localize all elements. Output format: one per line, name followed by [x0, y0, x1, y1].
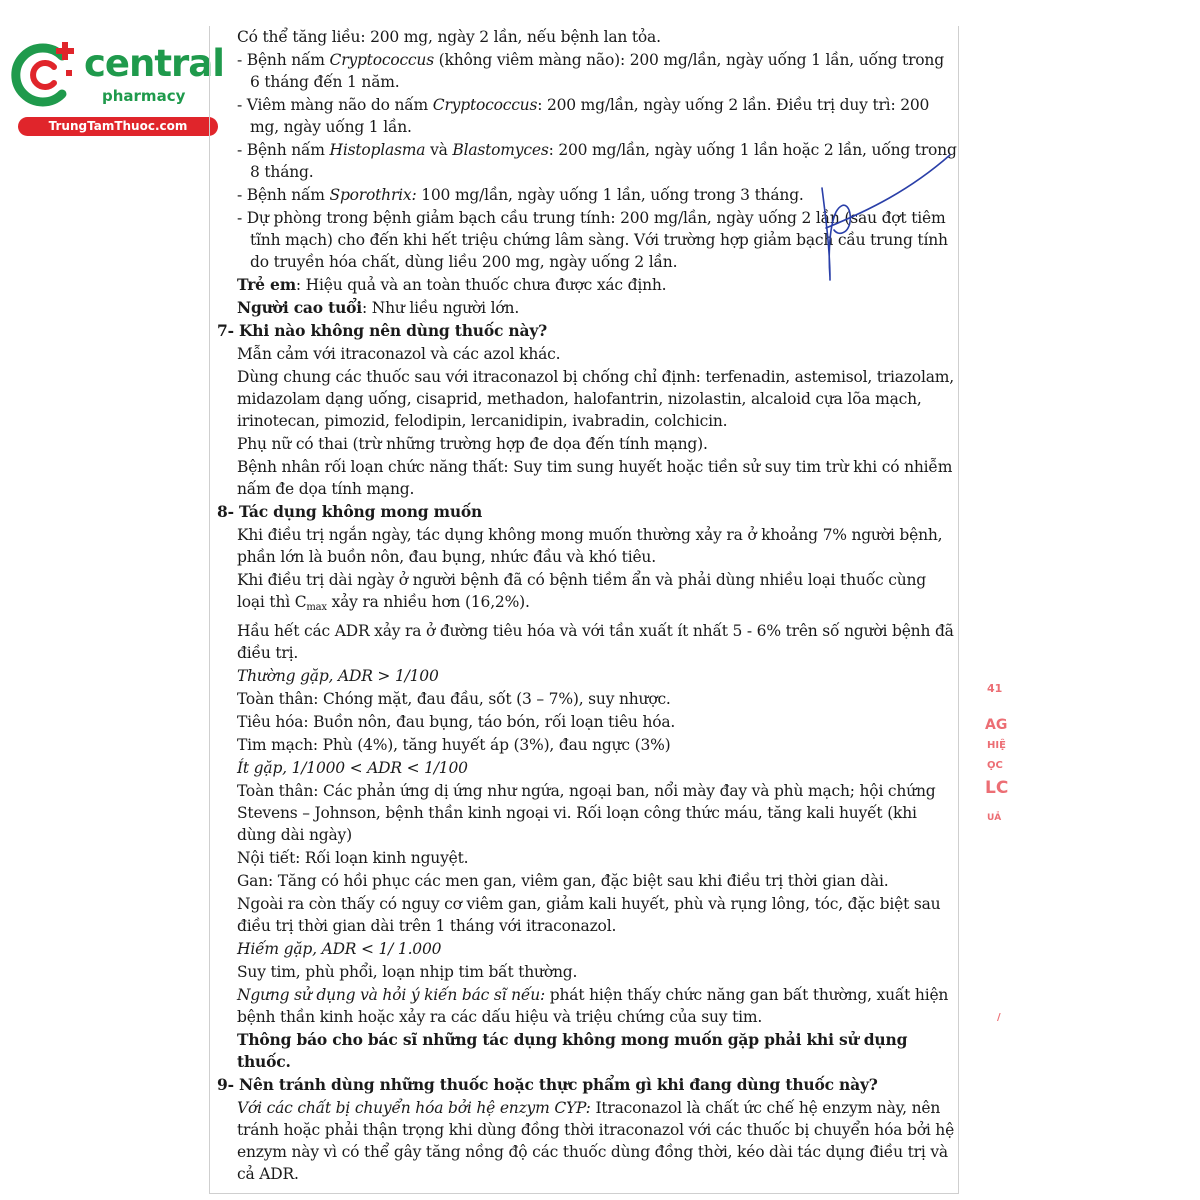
adr-rare-cardiac: Suy tim, phù phổi, loạn nhịp tim bất thường. — [237, 963, 578, 981]
adr-common-general: Toàn thân: Chóng mặt, đau đầu, sốt (3 – 7%), suy nhược. — [237, 690, 671, 708]
adr-notify-doctor: Thông báo cho bác sĩ những tác dụng không mong muốn gặp phải khi sử dụng thuốc. — [237, 1030, 908, 1071]
dosage-elderly: Người cao tuổi: Như liều người lớn. — [237, 298, 520, 317]
contraindication-hypersensitivity: Mẫn cảm với itraconazol và các azol khác. — [237, 345, 561, 363]
adr-rare-heading: Hiếm gặp, ADR < 1/ 1.000 — [237, 940, 442, 958]
dosage-item-cryptococcus: - Bệnh nấm Cryptococcus (không viêm màng não): 200 mg/lần, ngày uống 1 lần, uống trong 6 tháng đến 1 năm. — [237, 51, 944, 91]
dosage-item-histoplasma: - Bệnh nấm Histoplasma và Blastomyces: 200 mg/lần, ngày uống 1 lần hoặc 2 lần, uống trong 8 tháng. — [237, 141, 957, 181]
contraindication-heart: Bệnh nhân rối loạn chức năng thất: Suy tim sung huyết hoặc tiền sử suy tim trừ khi có nhiễm nấm đe dọa tính mạng. — [237, 458, 953, 498]
dosage-children: Trẻ em: Hiệu quả và an toàn thuốc chưa được xác định. — [237, 275, 667, 294]
adr-common-cardio: Tim mạch: Phù (4%), tăng huyết áp (3%), đau ngực (3%) — [237, 736, 671, 754]
dosage-item-meningitis: - Viêm màng não do nấm Cryptococcus: 200 mg/lần, ngày uống 2 lần. Điều trị duy trì: 200 mg, ngày uống 1 lần. — [237, 96, 930, 136]
logo-url-badge: TrungTamThuoc.com — [18, 117, 218, 136]
leaflet-text — [217, 26, 957, 1185]
adr-uncommon-heading: Ít gặp, 1/1000 < ADR < 1/100 — [237, 759, 468, 777]
adr-common-heading: Thường gặp, ADR > 1/100 — [237, 667, 439, 685]
section-7-heading: 7- Khi nào không nên dùng thuốc này? — [217, 321, 548, 340]
section-9-heading: 9- Nên tránh dùng những thuốc hoặc thực phẩm gì khi đang dùng thuốc này? — [217, 1075, 878, 1094]
central-pharmacy-logo — [10, 38, 224, 138]
dosage-item-sporothrix: - Bệnh nấm Sporothrix: 100 mg/lần, ngày uống 1 lần, uống trong 3 tháng. — [237, 186, 804, 204]
adr-uncommon-endocrine: Nội tiết: Rối loạn kinh nguyệt. — [237, 849, 469, 867]
adr-uncommon-general: Toàn thân: Các phản ứng dị ứng như ngứa, ngoại ban, nổi mày đay và phù mạch; hội chứng Stevens – Johnson, bệnh thần kinh ngoại vi. Rối loạn công thức máu, tăng kali huyết (khi dùng dài ngày) — [237, 782, 936, 844]
adr-uncommon-liver: Gan: Tăng có hồi phục các men gan, viêm gan, đặc biệt sau khi điều trị thời gian dài. — [237, 872, 889, 890]
adr-common-digestive: Tiêu hóa: Buồn nôn, đau bụng, táo bón, rối loạn tiêu hóa. — [237, 713, 676, 731]
contraindication-pregnancy: Phụ nữ có thai (trừ những trường hợp đe dọa đến tính mạng). — [237, 435, 708, 453]
dosage-item-prophylaxis: - Dự phòng trong bệnh giảm bạch cầu trung tính: 200 mg/lần, ngày uống 2 lần (sau đợt tiêm tĩnh mạch) cho đến khi hết triệu chứng lâm sàng. Với trường hợp giảm bạch cầu trung tính do truyền hóa chất, dùng liều 200 mg, ngày uống 2 lần. — [237, 209, 948, 271]
red-stamp-fragment: 41 AG HIỆ ỌC LC UẢ / — [985, 682, 1009, 1023]
section-8-heading: 8- Tác dụng không mong muốn — [217, 502, 483, 521]
logo-subtitle: pharmacy — [102, 87, 186, 105]
adr-uncommon-other: Ngoài ra còn thấy có nguy cơ viêm gan, giảm kali huyết, phù và rụng lông, tóc, đặc biệt sau điều trị thời gian dài trên 1 tháng với itraconazol. — [237, 895, 941, 935]
central-pharmacy-logo-icon — [10, 40, 80, 110]
adr-long-term: Khi điều trị dài ngày ở người bệnh đã có bệnh tiềm ẩn và phải dùng nhiều loại thuốc cùng loại thì $C_{max}$ xảy ra nhiều hơn (16,2%). — [237, 571, 927, 613]
interaction-cyp: Với các chất bị chuyển hóa bởi hệ enzym CYP: Itraconazol là chất ức chế hệ enzym này, nên tránh hoặc phải thận trọng khi dùng đồng thời itraconazol với các thuốc bị chuyển hóa bởi hệ enzym này vì có thể gây tăng nồng độ các thuốc dùng đồng thời, kéo dài tác dụng điều trị và cả ADR. — [237, 1099, 955, 1183]
adr-gi-frequency: Hầu hết các ADR xảy ra ở đường tiêu hóa và với tần xuất ít nhất 5 - 6% trên số người bệnh đã điều trị. — [237, 622, 954, 662]
contraindication-drugs: Dùng chung các thuốc sau với itraconazol bị chống chỉ định: terfenadin, astemisol, triazolam, midazolam dạng uống, cisaprid, methadon, halofantrin, nizolastin, alcaloid cựa lõa mạch, irinotecan, pimozid, felodipin, lercanidipin, ivabradin, colchicin. — [237, 368, 954, 430]
logo-name: central — [84, 42, 224, 85]
adr-short-term: Khi điều trị ngắn ngày, tác dụng không mong muốn thường xảy ra ở khoảng 7% người bệnh, phần lớn là buồn nôn, đau bụng, nhức đầu và khó tiêu. — [237, 526, 943, 566]
adr-stop-advice: Ngưng sử dụng và hỏi ý kiến bác sĩ nếu: phát hiện thấy chức năng gan bất thường, xuất hiện bệnh thần kinh hoặc xảy ra các dấu hiệu và triệu chứng của suy tim. — [237, 986, 949, 1026]
dosage-continuation: Có thể tăng liều: 200 mg, ngày 2 lần, nếu bệnh lan tỏa. — [237, 28, 661, 46]
